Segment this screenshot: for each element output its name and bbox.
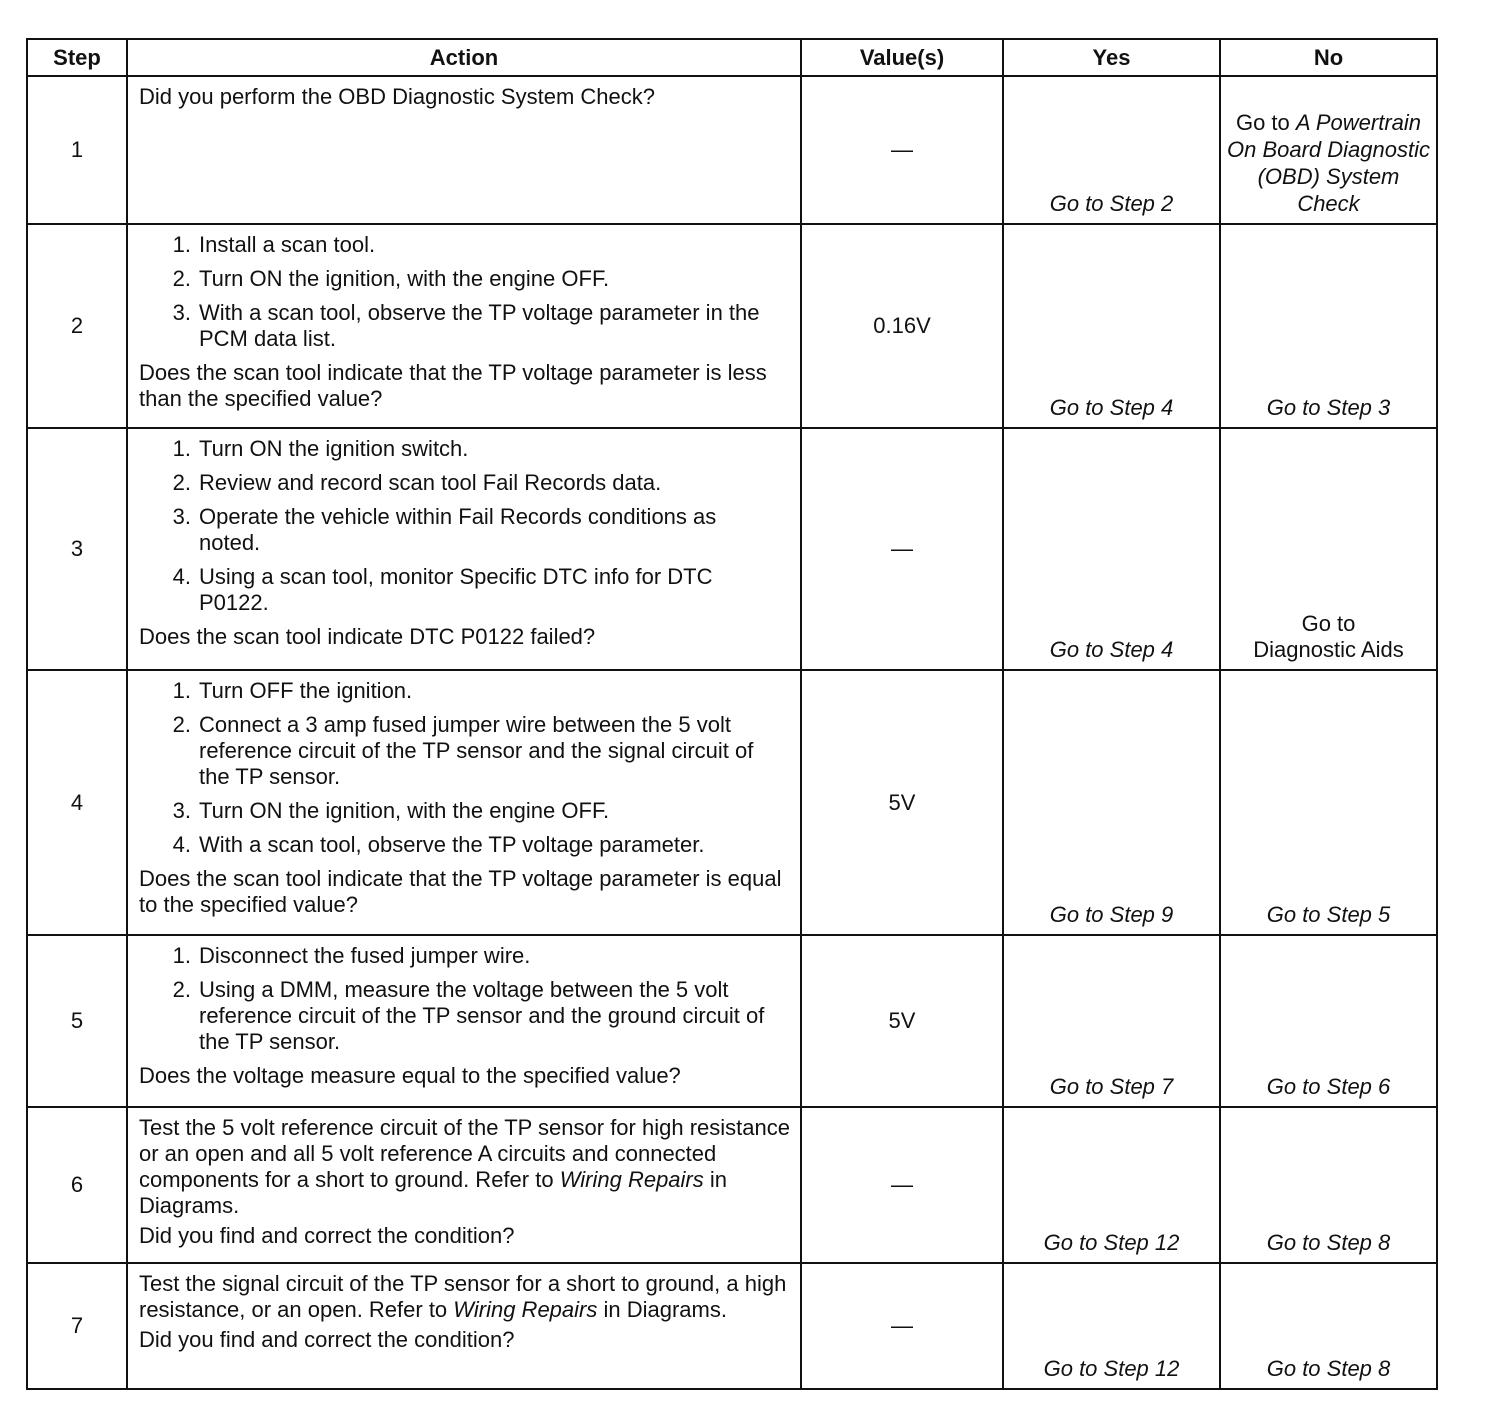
action-step-item: 1. Disconnect the fused jumper wire.	[172, 943, 531, 968]
value-cell: —	[801, 428, 1003, 670]
action-question: Did you find and correct the condition?	[139, 1327, 515, 1352]
no-line: Go to	[1301, 611, 1356, 636]
yes-cell: Go to Step 12	[1003, 1107, 1220, 1263]
action-steps	[139, 436, 790, 616]
header-yes: Yes	[1003, 39, 1220, 76]
action-steps	[139, 943, 790, 1055]
action-step-item: 2. Connect a 3 amp fused jumper wire between the 5 volt reference circuit of the TP sensor and the signal circuit of the TP sensor.	[172, 712, 754, 789]
action-step-item: 2. Using a DMM, measure the voltage between the 5 volt reference circuit of the TP sensor and the ground circuit of the TP sensor.	[172, 977, 765, 1054]
no-cell: Go to Step 6	[1220, 935, 1437, 1107]
no-line: Diagnostic Aids	[1253, 637, 1404, 662]
yes-cell: Go to Step 7	[1003, 935, 1220, 1107]
header-values: Value(s)	[801, 39, 1003, 76]
action-cell	[127, 670, 801, 935]
value-cell: 5V	[801, 935, 1003, 1107]
action-cell	[127, 935, 801, 1107]
action-question: Does the voltage measure equal to the specified value?	[139, 1063, 681, 1088]
action-steps	[139, 232, 790, 352]
header-row	[27, 39, 1437, 76]
yes-cell: Go to Step 12	[1003, 1263, 1220, 1389]
value-cell: —	[801, 1107, 1003, 1263]
header-action: Action	[127, 39, 801, 76]
yes-cell: Go to Step 4	[1003, 428, 1220, 670]
value-cell: —	[801, 76, 1003, 224]
action-steps	[139, 678, 790, 858]
table-row	[27, 76, 1437, 224]
action-instruction: Test the signal circuit of the TP sensor for a short to ground, a high resistance, or an open. Refer to Wiring Repairs in Diagrams.	[139, 1271, 787, 1322]
step-number: 7	[27, 1263, 127, 1389]
table-row	[27, 670, 1437, 935]
action-question: Does the scan tool indicate DTC P0122 failed?	[139, 624, 596, 649]
action-step-item: 4. With a scan tool, observe the TP voltage parameter.	[172, 832, 705, 857]
action-step-item: 1. Install a scan tool.	[172, 232, 376, 257]
no-cell: Go to Step 5	[1220, 670, 1437, 935]
yes-cell: Go to Step 2	[1003, 76, 1220, 224]
action-question: Did you perform the OBD Diagnostic System Check?	[139, 84, 655, 109]
table-row	[27, 1107, 1437, 1263]
table-row	[27, 224, 1437, 428]
action-question: Does the scan tool indicate that the TP voltage parameter is less than the specified value?	[139, 360, 767, 411]
step-number: 6	[27, 1107, 127, 1263]
action-step-item: 3. Turn ON the ignition, with the engine OFF.	[172, 798, 610, 823]
value-cell: 0.16V	[801, 224, 1003, 428]
step-number: 1	[27, 76, 127, 224]
yes-cell: Go to Step 4	[1003, 224, 1220, 428]
no-cell	[1220, 428, 1437, 670]
action-question: Does the scan tool indicate that the TP voltage parameter is equal to the specified value?	[139, 866, 782, 917]
step-number: 4	[27, 670, 127, 935]
wiring-repairs-reference: Wiring Repairs	[559, 1167, 704, 1192]
no-reference: A Powertrain On Board Diagnostic (OBD) System Check	[1227, 110, 1430, 216]
action-step-item: 1. Turn ON the ignition switch.	[172, 436, 469, 461]
action-step-item: 3. With a scan tool, observe the TP voltage parameter in the PCM data list.	[172, 300, 760, 351]
no-cell	[1220, 76, 1437, 224]
table-row	[27, 1263, 1437, 1389]
no-cell: Go to Step 8	[1220, 1263, 1437, 1389]
action-step-item: 3. Operate the vehicle within Fail Records conditions as noted.	[172, 504, 717, 555]
header-step: Step	[27, 39, 127, 76]
wiring-repairs-reference: Wiring Repairs	[453, 1297, 598, 1322]
table-row	[27, 935, 1437, 1107]
value-cell: 5V	[801, 670, 1003, 935]
action-question: Did you find and correct the condition?	[139, 1223, 515, 1248]
action-step-item: 2. Review and record scan tool Fail Records data.	[172, 470, 662, 495]
diagnostic-table	[26, 38, 1438, 1390]
value-cell: —	[801, 1263, 1003, 1389]
action-cell	[127, 428, 801, 670]
table-row	[27, 428, 1437, 670]
step-number: 2	[27, 224, 127, 428]
step-number: 3	[27, 428, 127, 670]
action-step-item: 4. Using a scan tool, monitor Specific DTC info for DTC P0122.	[172, 564, 713, 615]
action-instruction: Test the 5 volt reference circuit of the TP sensor for high resistance or an open and all 5 volt reference A circuits and connected components for a short to ground. Refer to Wiring Repairs in Diagrams.	[139, 1115, 790, 1218]
yes-cell: Go to Step 9	[1003, 670, 1220, 935]
action-cell	[127, 224, 801, 428]
action-cell	[127, 76, 801, 224]
step-number: 5	[27, 935, 127, 1107]
no-prefix: Go to	[1235, 110, 1290, 135]
action-step-item: 2. Turn ON the ignition, with the engine OFF.	[172, 266, 610, 291]
no-cell: Go to Step 8	[1220, 1107, 1437, 1263]
action-cell	[127, 1263, 801, 1389]
action-step-item: 1. Turn OFF the ignition.	[172, 678, 413, 703]
no-cell: Go to Step 3	[1220, 224, 1437, 428]
action-cell	[127, 1107, 801, 1263]
header-no: No	[1220, 39, 1437, 76]
